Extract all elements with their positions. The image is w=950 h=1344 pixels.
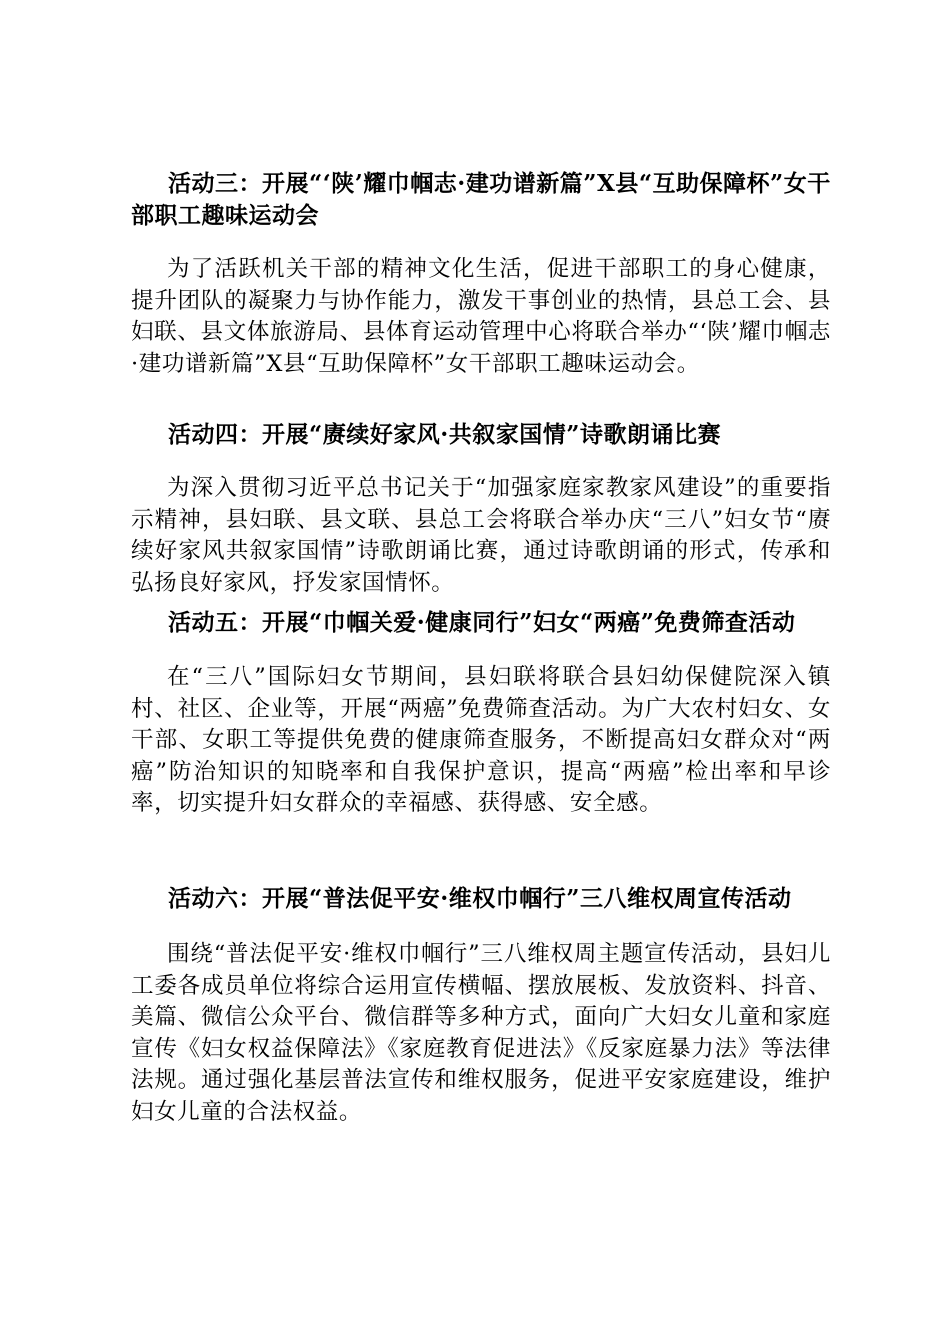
section-heading: 活动六：开展“普法促平安·维权巾帼行”三八维权周宣传活动 <box>168 885 792 912</box>
section-heading: 活动五：开展“巾帼关爱·健康同行”妇女“两癌”免费筛查活动 <box>168 609 796 636</box>
section-activity-3 <box>131 168 831 380</box>
section-activity-6 <box>131 883 831 1128</box>
section-activity-5 <box>131 607 831 820</box>
section-heading: 活动四：开展“赓续好家风·共叙家国情”诗歌朗诵比赛 <box>168 421 721 448</box>
section-paragraph: 在“三八”国际妇女节期间，县妇联将联合县妇幼保健院深入镇村、社区、企业等，开展“两癌”免费筛查活动。为广大农村妇女、女干部、女职工等提供免费的健康筛查服务，不断提高妇女群众对“两癌”防治知识的知晓率和自我保护意识，提高“两癌”检出率和早诊率，切实提升妇女群众的幸福感、获得感、安全感。 <box>131 664 831 816</box>
section-paragraph: 为深入贯彻习近平总书记关于“加强家庭家教家风建设”的重要指示精神，县妇联、县文联、县总工会将联合举办庆“三八”妇女节“赓续好家风共叙家国情”诗歌朗诵比赛，通过诗歌朗诵的形式，传承和弘扬良好家风，抒发家国情怀。 <box>131 475 831 596</box>
section-paragraph: 围绕“普法促平安·维权巾帼行”三八维权周主题宣传活动，县妇儿工委各成员单位将综合运用宣传横幅、摆放展板、发放资料、抖音、美篇、微信公众平台、微信群等多种方式，面向广大妇女儿童和家庭宣传《妇女权益保障法》《家庭教育促进法》《反家庭暴力法》等法律法规。通过强化基层普法宣传和维权服务，促进平安家庭建设，维护妇女儿童的合法权益。 <box>131 941 831 1125</box>
section-heading: 活动三：开展“‘陕’耀巾帼志·建功谱新篇”X县“互助保障杯”女干部职工趣味运动会 <box>131 170 831 229</box>
section-paragraph: 为了活跃机关干部的精神文化生活，促进干部职工的身心健康，提升团队的凝聚力与协作能力，激发干事创业的热情，县总工会、县妇联、县文体旅游局、县体育运动管理中心将联合举办“‘陕’耀巾帼志·建功谱新篇”X县“互助保障杯”女干部职工趣味运动会。 <box>131 256 831 377</box>
section-activity-4 <box>131 419 831 599</box>
